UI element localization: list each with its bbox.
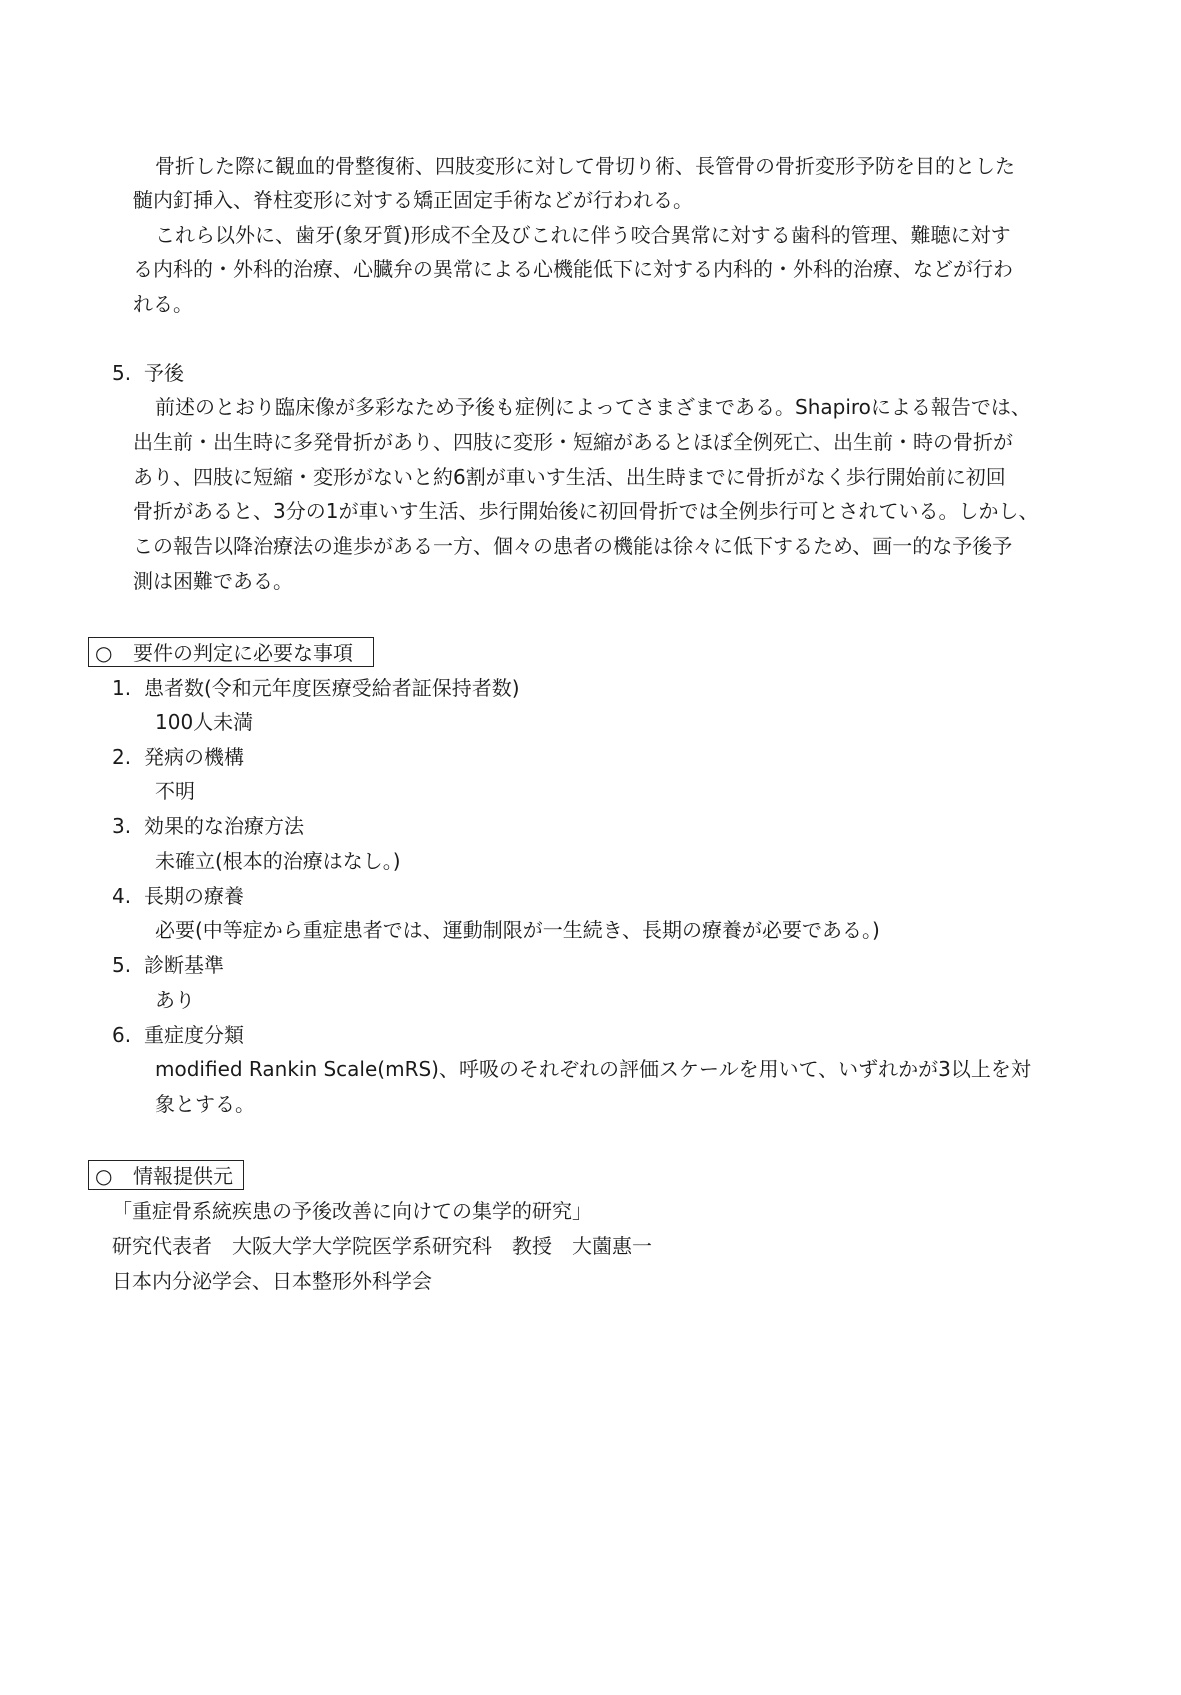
- source-circle-mark: ○: [95, 1164, 113, 1188]
- requirements-heading-box: [88, 637, 374, 667]
- requirement-item-6: [112, 1019, 244, 1051]
- prognosis-line2: 出生前・出生時に多発骨折があり、四肢に変形・短縮があるとほぼ全例死亡、出生前・時の骨折が: [133, 430, 1013, 454]
- prognosis-line4: 骨折があると、3分の1が車いす生活、歩行開始後に初回骨折では全例歩行可とされている。しかし、: [133, 499, 1039, 523]
- requirement-number: 6.: [112, 1023, 132, 1047]
- requirement-number: 5.: [112, 953, 132, 977]
- requirements-circle-mark: ○: [95, 641, 113, 665]
- requirement-item-4: [112, 880, 244, 912]
- prognosis-line3: あり、四肢に短縮・変形がないと約6割が車いす生活、出生時までに骨折がなく歩行開始前に初回: [133, 465, 1006, 489]
- requirement-number: 3.: [112, 814, 132, 838]
- treatment-para1-line1: 骨折した際に観血的骨整復術、四肢変形に対して骨切り術、長管骨の骨折変形予防を目的とした: [155, 154, 1015, 178]
- requirement-number: 2.: [112, 745, 132, 769]
- requirement-value-3: 未確立(根本的治療はなし。): [155, 849, 401, 873]
- requirement-number: 4.: [112, 884, 132, 908]
- source-heading: 情報提供元: [133, 1164, 233, 1188]
- requirement-value-5: あり: [155, 988, 195, 1012]
- requirement-item-1: [112, 672, 520, 704]
- requirement-value-6-line2: 象とする。: [155, 1092, 255, 1116]
- prognosis-line1: 前述のとおり臨床像が多彩なため予後も症例によってさまざまである。Shapiroによる報告では、: [155, 395, 1031, 419]
- requirement-value-1: 100人未満: [155, 710, 254, 734]
- requirement-label: 患者数(令和元年度医療受給者証保持者数): [144, 676, 520, 700]
- requirement-value-4: 必要(中等症から重症患者では、運動制限が一生続き、長期の療養が必要である。): [155, 918, 880, 942]
- prognosis-line6: 測は困難である。: [133, 569, 293, 593]
- requirement-label: 長期の療養: [144, 884, 244, 908]
- requirement-value-6-line1: modified Rankin Scale(mRS)、呼吸のそれぞれの評価スケールを用いて、いずれかが3以上を対: [155, 1057, 1031, 1081]
- prognosis-title: 予後: [144, 361, 184, 385]
- requirements-heading: 要件の判定に必要な事項: [133, 641, 353, 665]
- prognosis-line5: この報告以降治療法の進歩がある一方、個々の患者の機能は徐々に低下するため、画一的な予後予: [133, 534, 1013, 558]
- treatment-para1-line2: 髄内釘挿入、脊柱変形に対する矯正固定手術などが行われる。: [133, 188, 693, 212]
- requirement-label: 重症度分類: [144, 1023, 244, 1047]
- requirement-number: 1.: [112, 676, 132, 700]
- requirement-item-3: [112, 810, 304, 842]
- requirement-label: 診断基準: [144, 953, 224, 977]
- treatment-para2-line3: れる。: [133, 292, 193, 316]
- treatment-para2-line1: これら以外に、歯牙(象牙質)形成不全及びこれに伴う咬合異常に対する歯科的管理、難聴に対す: [155, 223, 1011, 247]
- source-heading-box: [88, 1160, 244, 1190]
- requirement-label: 効果的な治療方法: [144, 814, 304, 838]
- requirement-item-2: [112, 741, 244, 773]
- source-line3: 日本内分泌学会、日本整形外科学会: [112, 1269, 432, 1293]
- treatment-para2-line2: る内科的・外科的治療、心臓弁の異常による心機能低下に対する内科的・外科的治療、などが行わ: [133, 257, 1013, 281]
- requirement-item-5: [112, 949, 224, 981]
- source-line2: 研究代表者 大阪大学大学院医学系研究科 教授 大薗惠一: [112, 1234, 652, 1258]
- source-line1: 「重症骨系統疾患の予後改善に向けての集学的研究」: [112, 1199, 592, 1223]
- requirement-value-2: 不明: [155, 779, 195, 803]
- prognosis-heading: [112, 357, 184, 389]
- requirement-label: 発病の機構: [144, 745, 244, 769]
- prognosis-number: 5.: [112, 361, 132, 385]
